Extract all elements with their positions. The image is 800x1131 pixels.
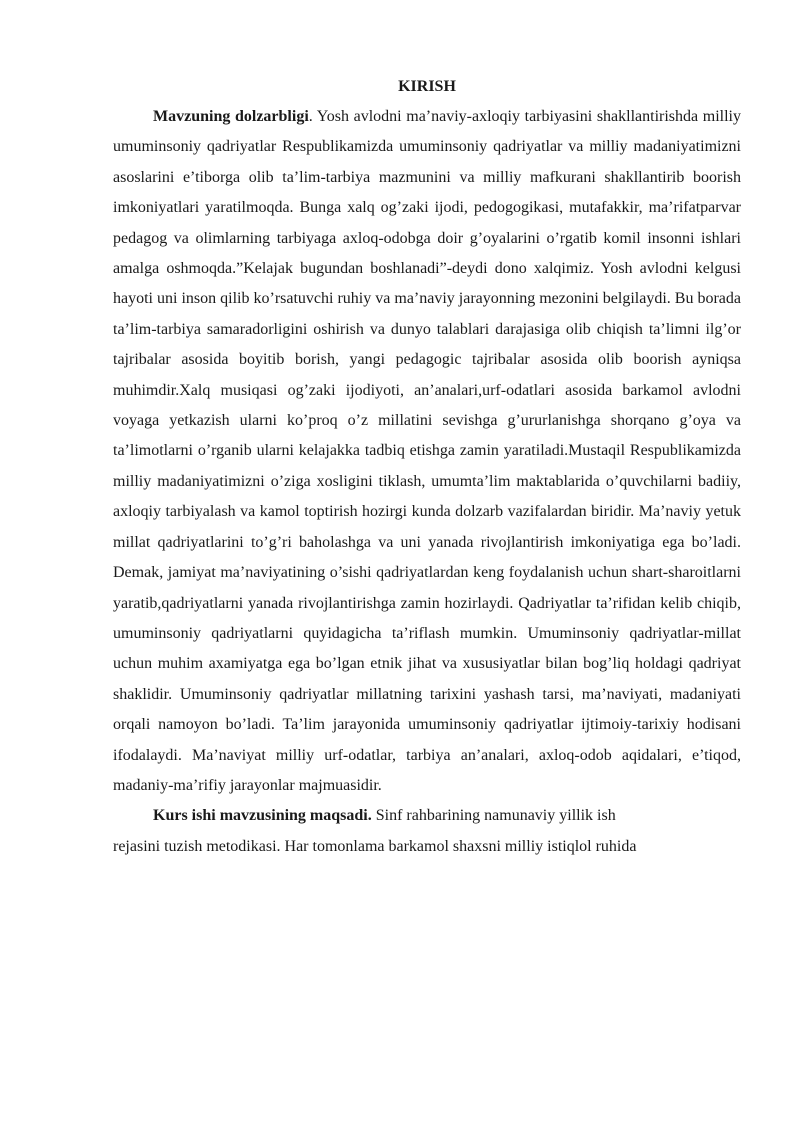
- goal-body-line2: rejasini tuzish metodikasi. Har tomonlama barkamol shaxsni milliy istiqlol ruhida: [113, 837, 637, 855]
- goal-heading: Kurs ishi mavzusining maqsadi.: [153, 807, 372, 825]
- document-page: [113, 74, 741, 862]
- relevance-paragraph: [113, 102, 741, 801]
- document-title: KIRISH: [398, 78, 456, 95]
- relevance-body-text: Yosh avlodni ma’naviy-axloqiy tarbiyasini shakllantirishda milliy umuminsoniy qadriyatlar Respublikamizda umuminsoniy qadriyatlar va milliy madaniyatimizni asoslarini e’tiborga olib ta’lim-tarbiya mazmunini va milliy mafkurani shakllantirib boorish imkoniyatlari yaratilmoqda. Bunga xalq og’zaki ijodi, pedogogikasi, mutafakkir, ma’rifatparvar pedagog va olimlarning tarbiyaga axloq-odobga doir g’oyalarini o’rgatib komil insonni ishlari amalga oshmoqda.”Kelajak bugundan boshlanadi”-deydi dono xalqimiz. Yosh avlodni kelgusi hayoti uni inson qilib ko’rsatuvchi ruhiy va ma’naviy jarayonning mezonini belgilaydi. Bu borada ta’lim-tarbiya samaradorligini oshirish va dunyo talablari darajasiga olib chiqish ta’limni ilg’or tajribalar asosida boyitib borish, yangi pedagogic tajribalar asosida olib boorish ayniqsa muhimdir.Xalq musiqasi og’zaki ijodiyoti, an’analari,urf-odatlari asosida barkamol avlodni voyaga yetkazish ularni ko’proq o’z millatini sevishga g’ururlanishga shorqano g’oya va ta’limotlarni o’rganib ularni kelajakka tadbiq etishga zamin yaratiladi.Mustaqil Respublikamizda milliy madaniyatimizni o’ziga xosligini tiklash, umumta’lim maktablarida o’quvchilarni badiiy, axloqiy tarbiyalash va kamol toptirish hozirgi kunda dolzarb vazifalardan biridir. Ma’naviy yetuk millat qadriyatlarini to’g’ri baholashga va uni yanada rivojlantirish imkoniyatiga ega bo’ladi. Demak, jamiyat ma’naviyatining o’sishi qadriyatlardan keng foydalanish uchun shart-sharoitlarni yaratib,qadriyatlarni yanada rivojlantirishga zamin hozirlaydi. Qadriyatlar ta’rifidan kelib chiqib, umuminsoniy qadriyatlarni quyidagicha ta’riflash mumkin. Umuminsoniy qadriyatlar-millat uchun muhim axamiyatga ega bo’lgan etnik jihat va xususiyatlar bilan bog’liq holdagi qadriyat shaklidir. Umuminsoniy qadriyatlar millatning tarixini yashash tarsi, ma’naviyati, madaniyati orqali namoyon bo’ladi. Ta’lim jarayonida umuminsoniy qadriyatlar ijtimoiy-tarixiy hodisani ifodalaydi. Ma’naviyat milliy urf-odatlar, tarbiya an’analari, axloq-odob aqidalari, e’tiqod, madaniy-ma’rifiy jarayonlar majmuasidir.: [113, 108, 741, 794]
- goal-paragraph: [113, 801, 741, 862]
- goal-body-line1: Sinf rahbarining namunaviy yillik ish: [371, 807, 616, 825]
- relevance-heading-punct: .: [308, 108, 313, 125]
- relevance-heading: Mavzuning dolzarbligi: [153, 108, 309, 125]
